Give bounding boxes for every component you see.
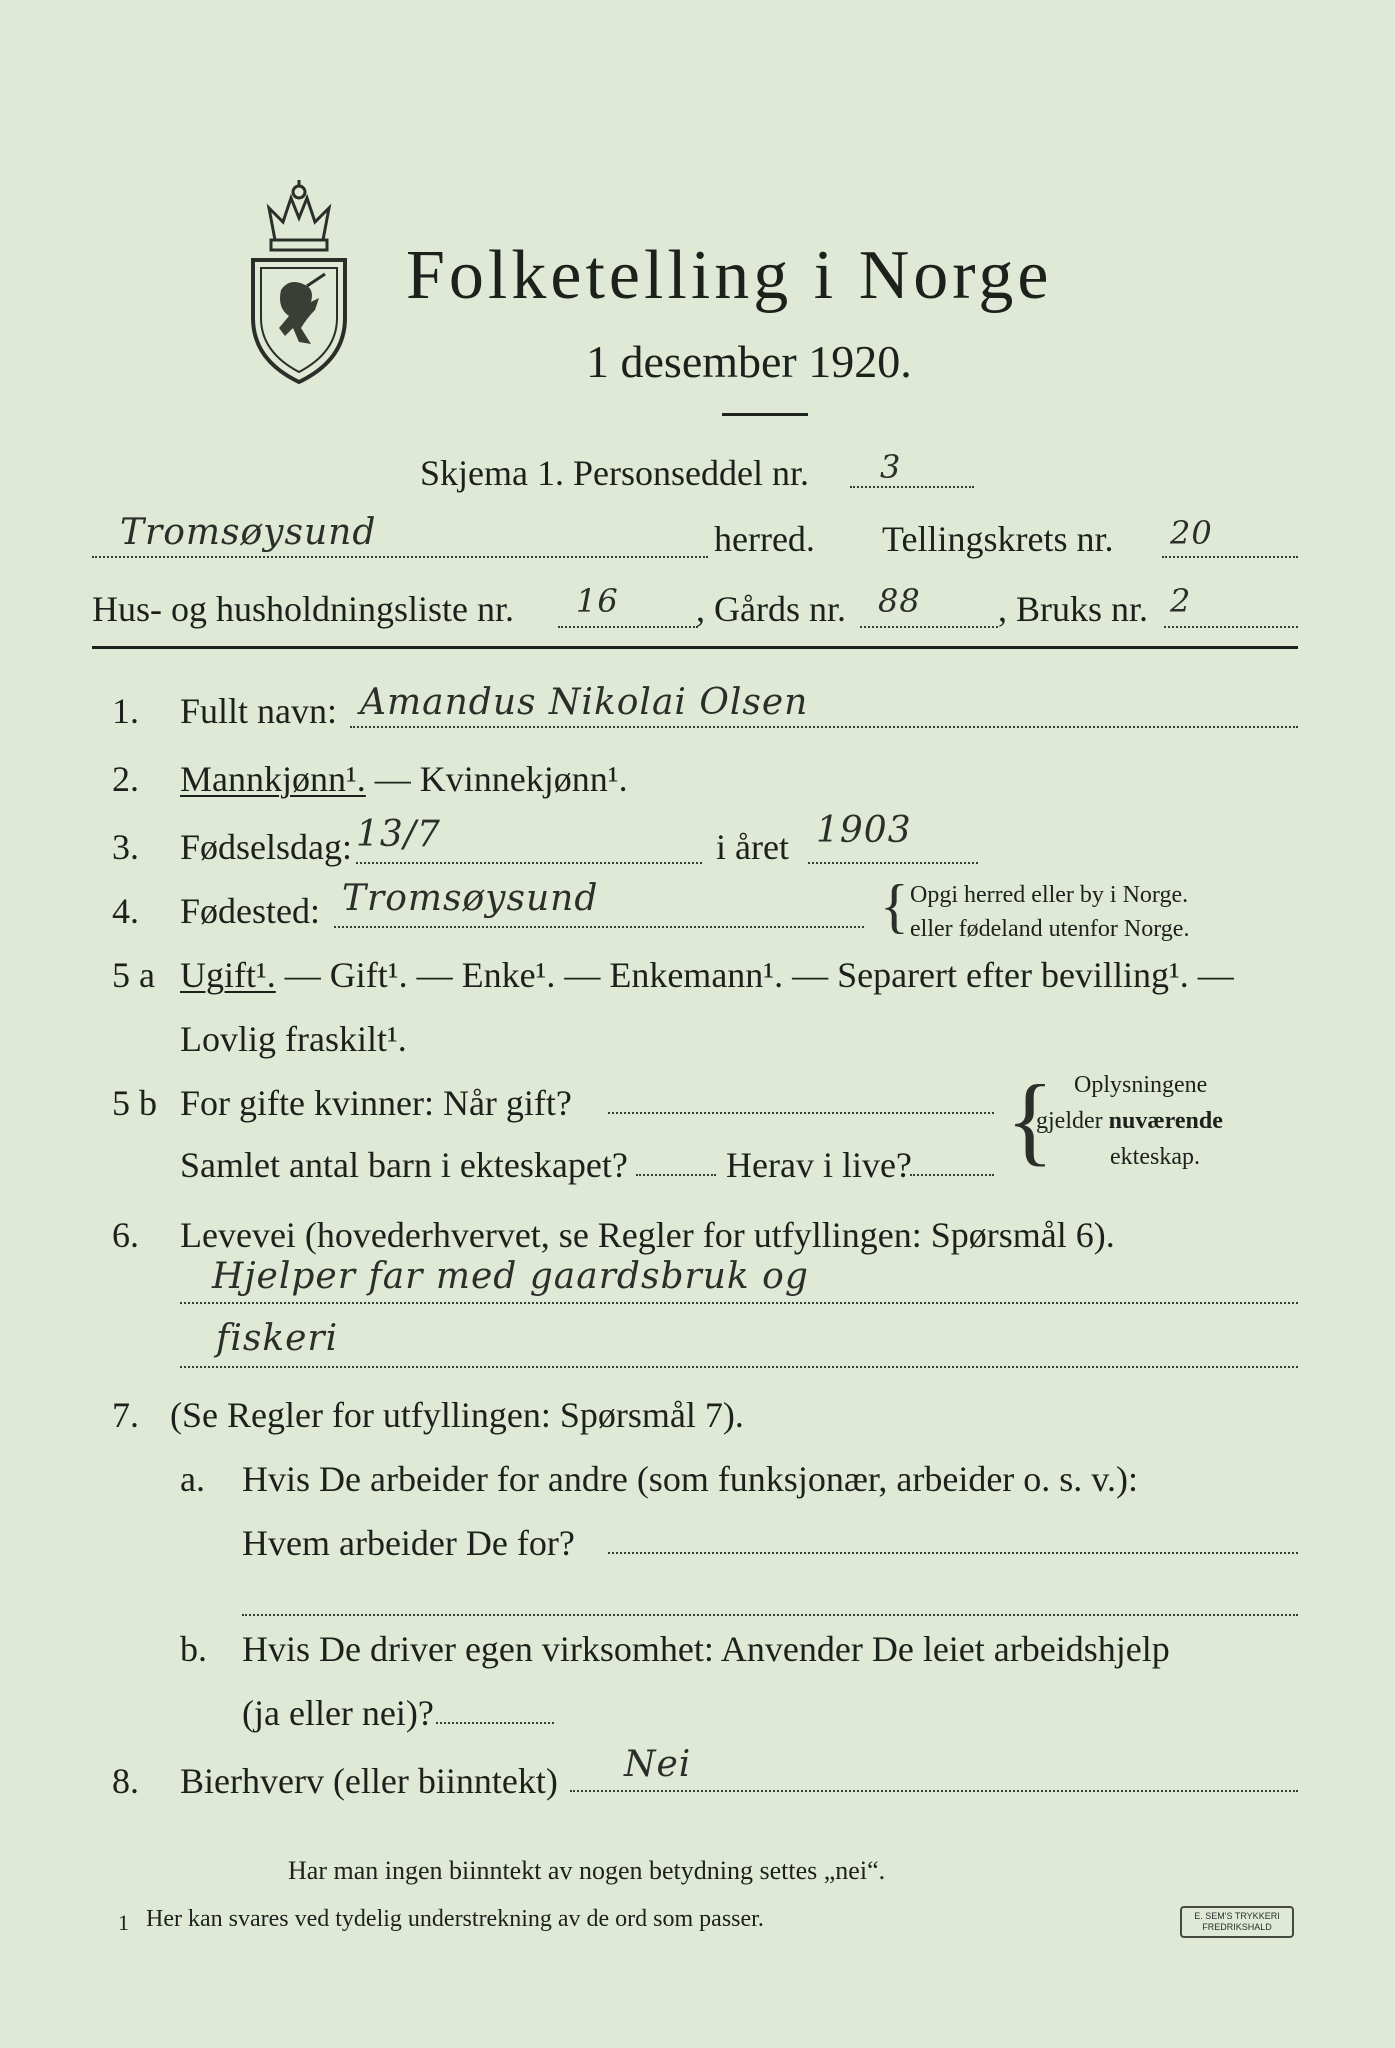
bruks-line <box>1164 626 1298 628</box>
liste-line <box>558 626 698 628</box>
birthplace-note-brace: { <box>880 873 909 939</box>
occupation-value-2: fiskeri <box>216 1318 339 1359</box>
tellingskrets-label: Tellingskrets nr. <box>882 519 1114 559</box>
schema-nr-line <box>850 486 974 488</box>
occupation-value-1: Hjelper far med gaardsbruk og <box>212 1256 809 1297</box>
gender-options <box>180 758 628 800</box>
q4-number: 4. <box>112 891 139 931</box>
q7a-letter: a. <box>180 1459 205 1499</box>
q7b-letter: b. <box>180 1629 207 1669</box>
birth-year-value: 1903 <box>816 810 912 851</box>
birthday-value: 13/7 <box>356 814 441 855</box>
schema-label: Skjema 1. Personseddel nr. <box>420 453 809 493</box>
marital-ugift-option: Ugift¹. <box>180 955 276 995</box>
q5b-children-label: Samlet antal barn i ekteskapet? <box>180 1145 628 1185</box>
q7a-text: Hvis De arbeider for andre (som funksjonær, arbeider o. s. v.): <box>242 1459 1138 1499</box>
census-date: 1 desember 1920. <box>586 336 912 387</box>
norway-coat-of-arms-icon <box>245 178 353 388</box>
q3-label: Fødselsdag: <box>180 827 353 867</box>
schema-nr-value: 3 <box>880 448 902 486</box>
printer-mark-line-2: FREDRIKSHALD <box>1202 1922 1272 1932</box>
marital-lovlig-fraskilt: Lovlig fraskilt¹. <box>180 1019 407 1059</box>
birthplace-note-2: eller fødeland utenfor Norge. <box>910 916 1190 942</box>
q7-number: 7. <box>112 1395 139 1435</box>
gards-value: 88 <box>878 582 921 620</box>
title-divider <box>722 413 808 416</box>
gards-label: , Gårds nr. <box>696 589 846 629</box>
children-line <box>636 1174 716 1176</box>
marital-other-options: — Gift¹. — Enke¹. — Enkemann¹. — Separert efter bevilling¹. — <box>284 955 1234 995</box>
birth-year-line <box>808 862 978 864</box>
q8-label: Bierhverv (eller biinntekt) <box>180 1761 558 1801</box>
q2-number: 2. <box>112 759 139 799</box>
printer-mark <box>1180 1906 1294 1938</box>
liste-value: 16 <box>576 582 619 620</box>
header-separator <box>92 646 1298 649</box>
birth-year-label: i året <box>716 827 789 867</box>
occupation-line-1 <box>180 1302 1298 1304</box>
gender-male-option: Mannkjønn¹. <box>180 759 366 799</box>
birthplace-line <box>334 926 864 928</box>
birthplace-value: Tromsøysund <box>342 878 599 919</box>
q7b-text: Hvis De driver egen virksomhet: Anvender De leiet arbeidshjelp <box>242 1629 1170 1669</box>
tellingskrets-value: 20 <box>1170 514 1213 552</box>
q5b-number: 5 b <box>112 1083 157 1123</box>
q5b-note-1: Oplysningene <box>1074 1072 1208 1098</box>
footnote-text: Her kan svares ved tydelig understrekning av de ord som passer. <box>146 1906 764 1932</box>
q4-label: Fødested: <box>180 891 320 931</box>
liste-label: Hus- og husholdningsliste nr. <box>92 589 515 629</box>
krets-line <box>1162 556 1298 558</box>
employer-line-1 <box>608 1552 1298 1554</box>
gards-line <box>860 626 998 628</box>
side-income-line <box>570 1790 1298 1792</box>
q6-label: Levevei (hovederhvervet, se Regler for utfyllingen: Spørsmål 6). <box>180 1215 1115 1255</box>
hired-help-line <box>436 1722 554 1724</box>
q5b-note-3: ekteskap. <box>1110 1144 1200 1170</box>
q8-number: 8. <box>112 1761 139 1801</box>
herred-value: Tromsøysund <box>120 512 377 553</box>
q5b-note-brace: { <box>1006 1064 1054 1175</box>
q7-label: (Se Regler for utfyllingen: Spørsmål 7). <box>170 1395 744 1435</box>
q1-line <box>350 726 1298 728</box>
birthplace-note-1: Opgi herred eller by i Norge. <box>910 882 1189 908</box>
herred-label: herred. <box>714 519 815 559</box>
q5b-note-2 <box>1036 1108 1223 1135</box>
q5b-married-label: For gifte kvinner: Når gift? <box>180 1083 572 1123</box>
herred-line <box>92 556 708 558</box>
q7b-question: (ja eller nei)? <box>242 1693 434 1733</box>
bruks-value: 2 <box>1170 582 1192 620</box>
q5b-note-2a: gjelder <box>1036 1108 1109 1134</box>
employer-line-2 <box>242 1614 1298 1616</box>
q7a-question: Hvem arbeider De for? <box>242 1523 575 1563</box>
married-when-line <box>608 1112 994 1114</box>
side-income-value: Nei <box>624 1744 692 1785</box>
full-name-value: Amandus Nikolai Olsen <box>360 682 809 723</box>
gender-female-option: Kvinnekjønn¹. <box>419 759 628 799</box>
q6-number: 6. <box>112 1215 139 1255</box>
marital-status-options <box>180 954 1234 996</box>
q5b-alive-label: Herav i live? <box>726 1145 912 1185</box>
nei-note: Har man ingen biinntekt av nogen betydning settes „nei“. <box>288 1856 886 1885</box>
q1-number: 1. <box>112 691 139 731</box>
birthday-line <box>356 862 702 864</box>
bruks-label: , Bruks nr. <box>998 589 1149 629</box>
occupation-line-2 <box>180 1366 1298 1368</box>
printer-mark-line-1: E. SEM'S TRYKKERI <box>1194 1911 1280 1921</box>
footnote-mark: 1 <box>118 1910 129 1935</box>
q5b-note-2b: nuværende <box>1108 1108 1223 1134</box>
q5a-number: 5 a <box>112 955 155 995</box>
form-title: Folketelling i Norge <box>406 237 1053 314</box>
q1-label: Fullt navn: <box>180 691 338 731</box>
gender-separator: — <box>365 759 420 799</box>
alive-line <box>910 1174 994 1176</box>
q3-number: 3. <box>112 827 139 867</box>
